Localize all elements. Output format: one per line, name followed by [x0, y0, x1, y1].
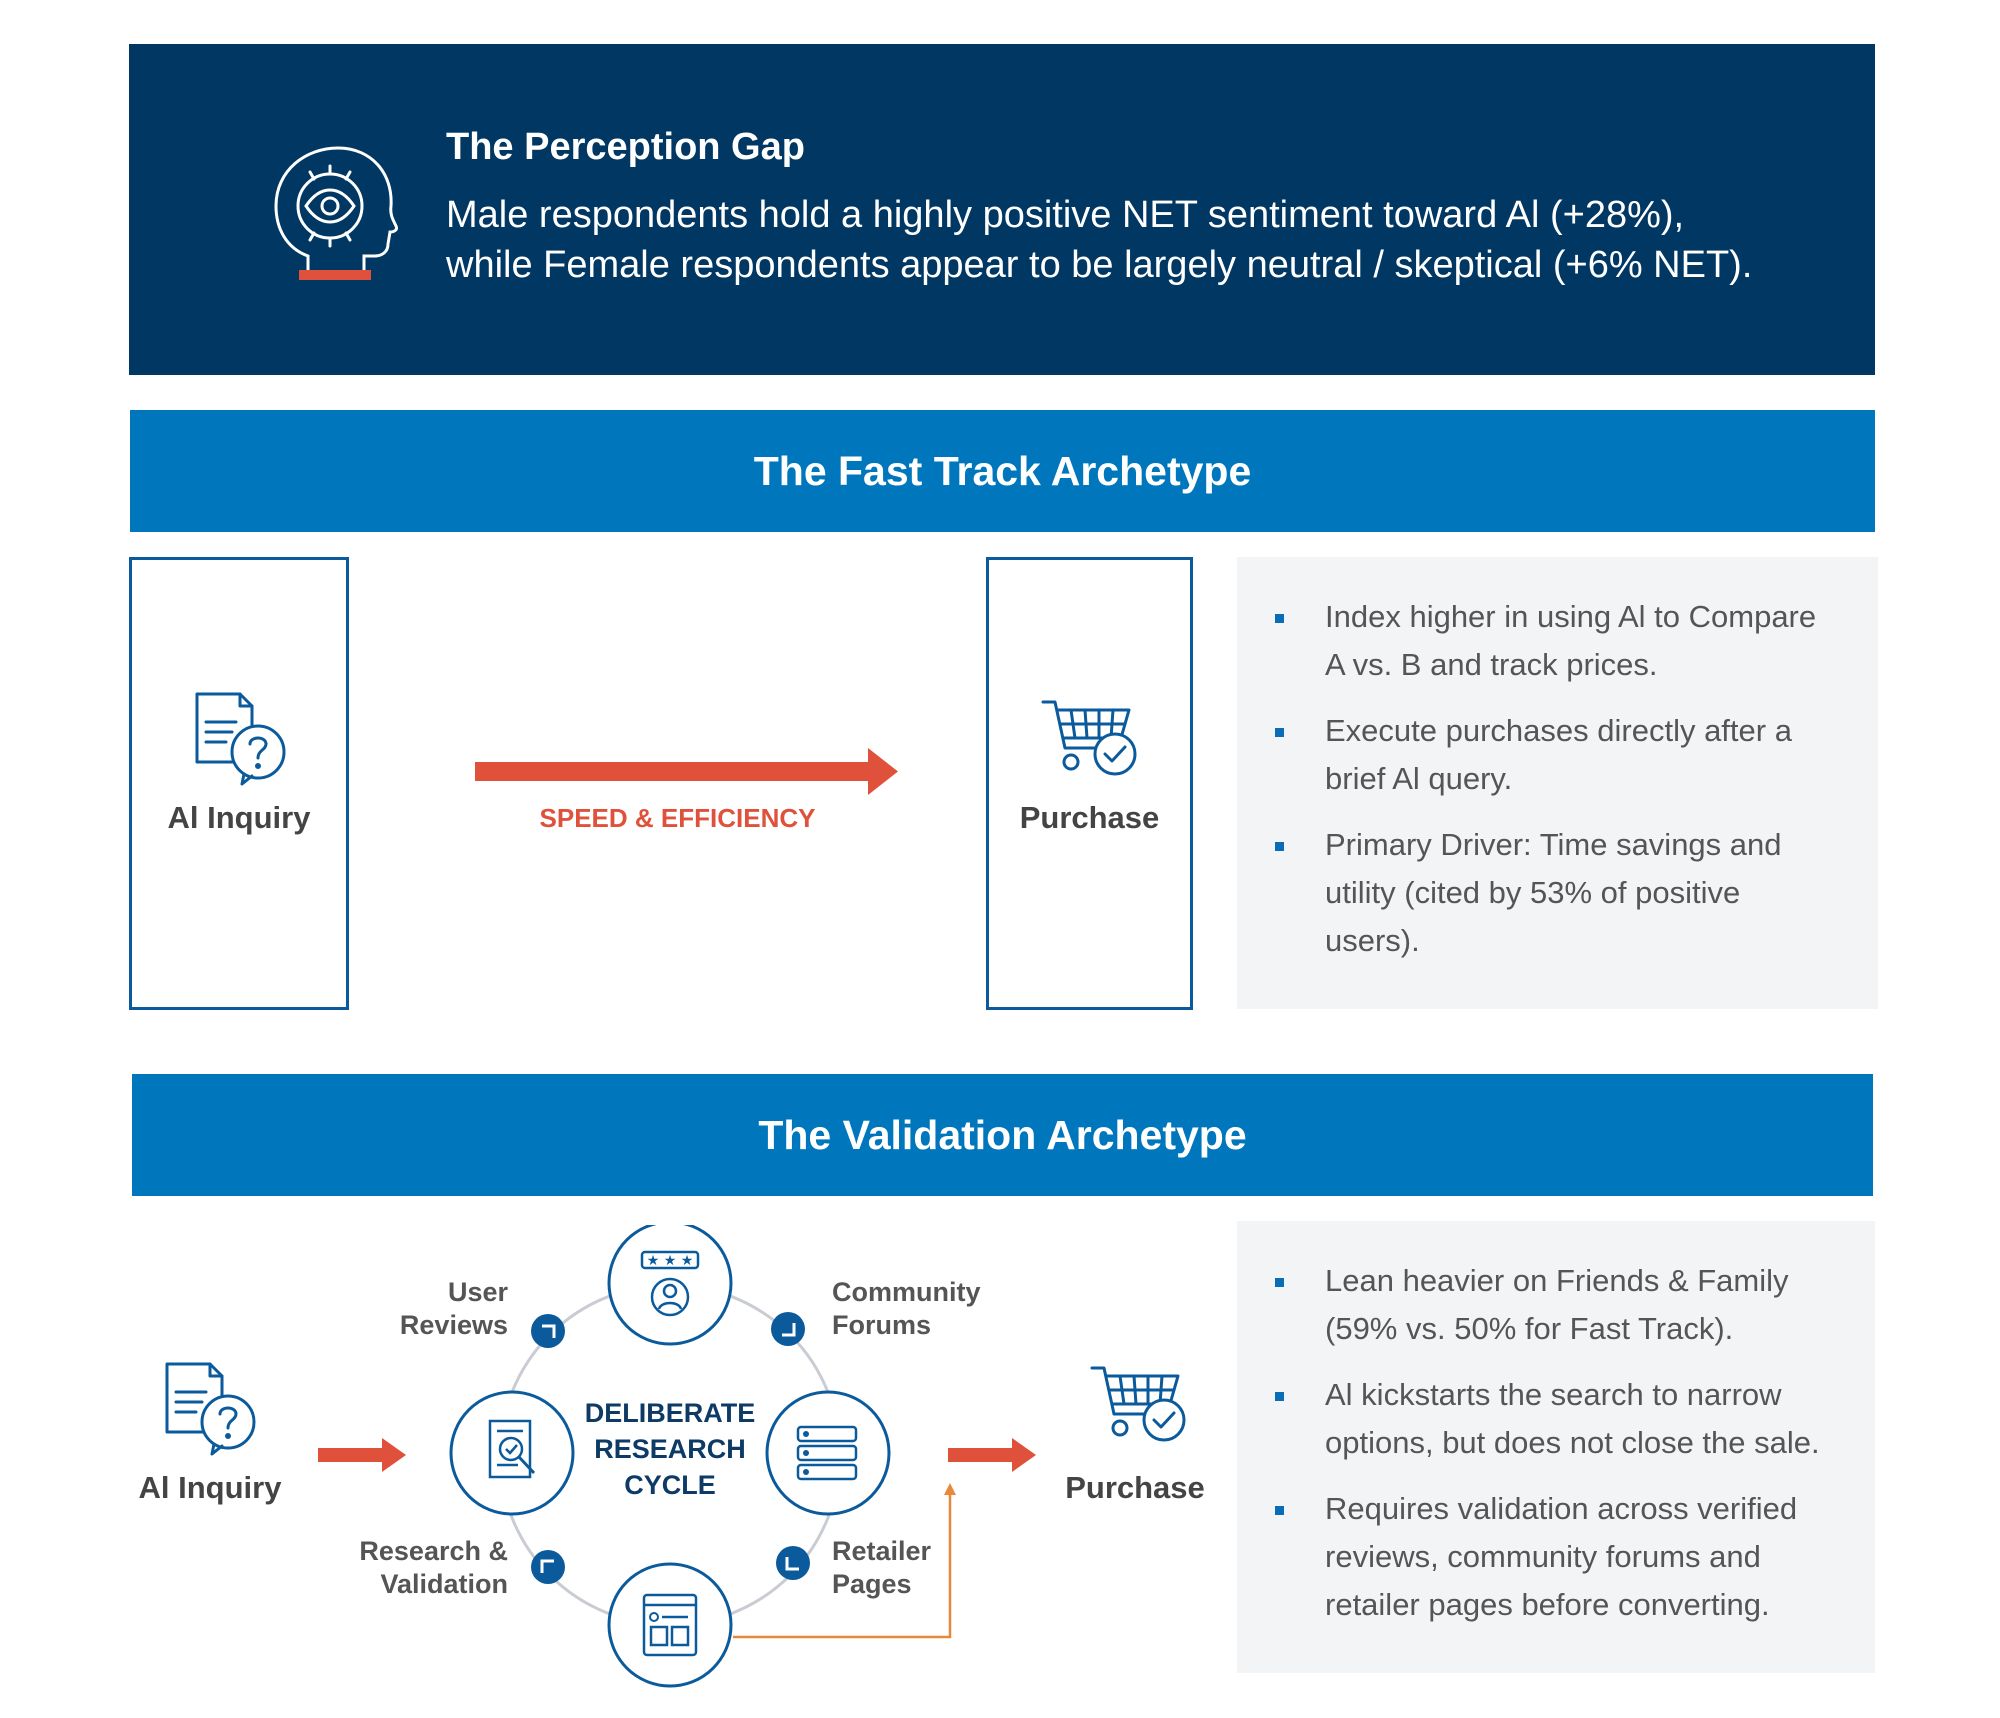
bullet-text: brief Al query. — [1325, 761, 1513, 796]
bullet-text: utility (cited by 53% of positive — [1325, 875, 1741, 910]
community-forums-label — [832, 1276, 981, 1342]
bullet-text: reviews, community forums and — [1325, 1539, 1761, 1574]
retailer-pages-label — [832, 1535, 931, 1601]
validation-bullets — [1237, 1221, 1875, 1673]
perception-gap-text-line: while Female respondents appear to be largely neutral / skeptical (+6% NET). — [446, 244, 1753, 286]
bullet-marker — [1275, 614, 1284, 623]
fast-inquiry-node — [129, 557, 349, 1010]
bullet-text: users). — [1325, 923, 1420, 958]
head-eye-icon — [268, 118, 398, 288]
bullet-text: Lean heavier on Friends & Family — [1325, 1263, 1789, 1298]
user-reviews-node-icon — [609, 1225, 731, 1344]
label-line: Reviews — [399, 1310, 508, 1340]
bullet-marker — [1275, 728, 1284, 737]
label-line: User — [447, 1277, 508, 1307]
perception-gap-title: The Perception Gap — [446, 126, 805, 168]
bullet-text: (59% vs. 50% for Fast Track). — [1325, 1311, 1734, 1346]
fast-purchase-label: Purchase — [1019, 800, 1160, 835]
label-line: Validation — [380, 1569, 508, 1599]
bullet-marker — [1275, 1506, 1284, 1515]
validation-purchase-label: Purchase — [1065, 1470, 1205, 1505]
perception-gap-text-line: Male respondents hold a highly positive NET sentiment toward Al (+28%), — [446, 194, 1685, 236]
cycle-direction-dot — [771, 1312, 805, 1346]
fast-track-bullets — [1237, 557, 1878, 1009]
svg-text:★ ★ ★: ★ ★ ★ — [646, 1253, 694, 1269]
validation-header: The Validation Archetype — [132, 1074, 1873, 1196]
cycle-center-line: DELIBERATE — [584, 1398, 756, 1428]
label-line: Forums — [832, 1310, 932, 1340]
document-question-icon — [192, 688, 292, 788]
cycle-center-line: RESEARCH — [594, 1434, 746, 1464]
bullet-text: Execute purchases directly after a — [1325, 713, 1792, 748]
shopping-cart-check-icon — [1041, 696, 1141, 782]
cycle-direction-dot — [531, 1550, 565, 1584]
label-line: Pages — [832, 1569, 912, 1599]
speed-arrow — [475, 746, 900, 796]
perception-gap-banner — [129, 44, 1875, 375]
cycle-to-purchase-arrow — [948, 1438, 1038, 1472]
bullet-text: options, but does not close the sale. — [1325, 1425, 1820, 1460]
document-question-icon — [162, 1358, 262, 1458]
bullet-marker — [1275, 1278, 1284, 1287]
research-validation-label — [330, 1535, 508, 1601]
label-line: Retailer — [832, 1536, 932, 1566]
bullet-text: Index higher in using Al to Compare — [1325, 599, 1817, 634]
community-forums-node-icon — [767, 1392, 889, 1514]
retailer-pages-node-icon — [609, 1564, 731, 1686]
label-line: Research & — [359, 1536, 508, 1566]
cycle-center-label — [560, 1395, 780, 1503]
speed-efficiency-label: SPEED & EFFICIENCY — [539, 803, 816, 833]
bullet-marker — [1275, 1392, 1284, 1401]
fast-purchase-node — [986, 557, 1193, 1010]
inquiry-to-cycle-arrow — [318, 1438, 408, 1472]
bullet-text: retailer pages before converting. — [1325, 1587, 1770, 1622]
cycle-direction-dot — [776, 1546, 810, 1580]
shopping-cart-check-icon — [1090, 1362, 1190, 1448]
accent-dash — [299, 270, 371, 280]
cycle-direction-dot — [531, 1314, 565, 1348]
bullet-text: Primary Driver: Time savings and — [1325, 827, 1782, 862]
research-validation-node-icon — [451, 1392, 573, 1514]
fast-track-header: The Fast Track Archetype — [130, 410, 1875, 532]
bullet-text: Al kickstarts the search to narrow — [1325, 1377, 1782, 1412]
cycle-center-line: CYCLE — [624, 1470, 716, 1500]
bullet-text: A vs. B and track prices. — [1325, 647, 1658, 682]
label-line: Community — [832, 1277, 981, 1307]
fast-inquiry-label: Al Inquiry — [167, 800, 311, 835]
validation-inquiry-label: Al Inquiry — [138, 1470, 282, 1505]
bullet-text: Requires validation across verified — [1325, 1491, 1798, 1526]
user-reviews-label — [360, 1276, 508, 1342]
bullet-marker — [1275, 842, 1284, 851]
